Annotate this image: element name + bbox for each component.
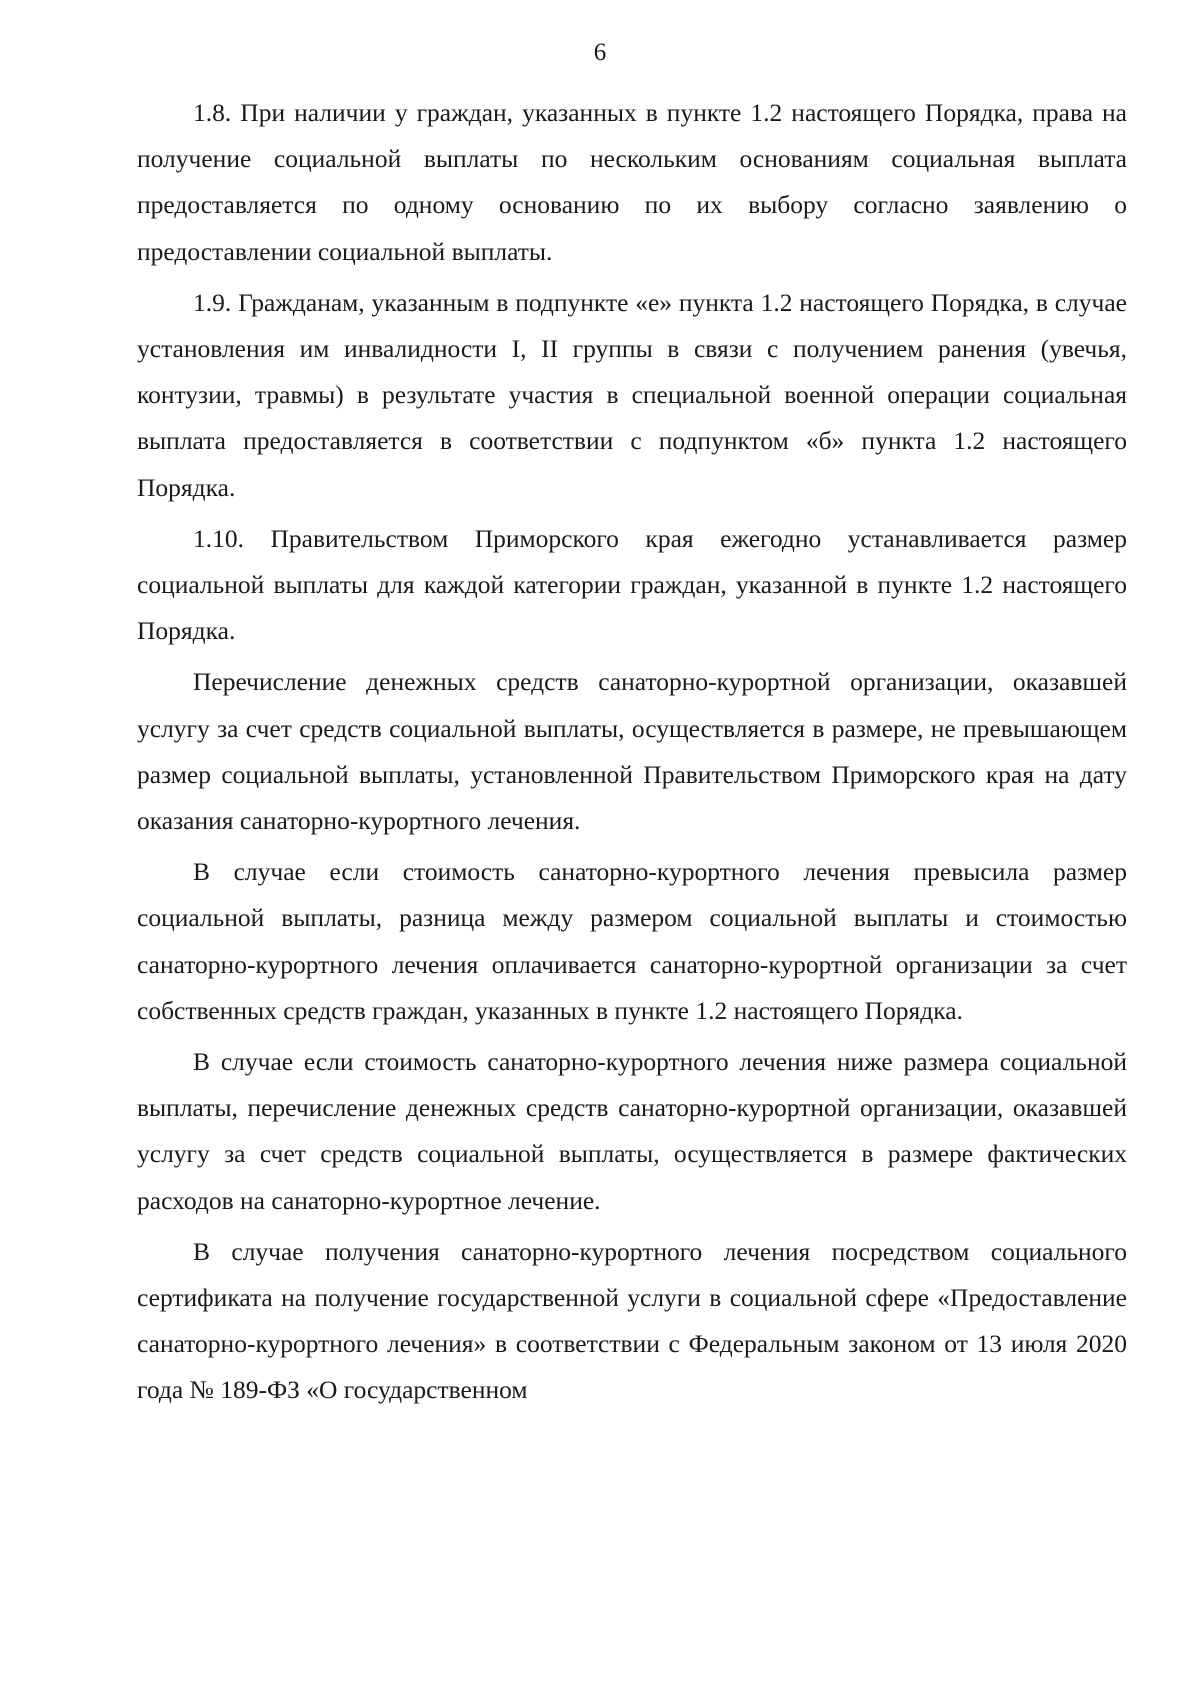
document-body: [137, 90, 1127, 1414]
paragraph-cost-below: В случае если стоимость санаторно-курортного лечения ниже размера социальной выплаты, перечисление денежных средств санаторно-курортной организации, оказавшей услугу за счет средств социальной выплаты, осуществляется в размере фактических расходов на санаторно-курортное лечение.: [137, 1047, 1127, 1215]
paragraph-social-certificate: В случае получения санаторно-курортного лечения посредством социального сертификата на получение государственной услуги в социальной сфере «Предоставление санаторно-курортного лечения» в соответствии с Федеральным законом от 13 июля 2020 года № 189-ФЗ «О государственном: [137, 1236, 1127, 1405]
page-number: 6: [593, 39, 607, 66]
paragraph-transfer-funds: Перечисление денежных средств санаторно-курортной организации, оказавшей услугу за счет средств социальной выплаты, осуществляется в размере, не превышающем размер социальной выплаты, установленной Правительством Приморского края на дату оказания санаторно-курортного лечения.: [137, 667, 1127, 836]
paragraph-1-8: 1.8. При наличии у граждан, указанных в пункте 1.2 настоящего Порядка, права на получение социальной выплаты по нескольким основаниям социальная выплата предоставляется по одному основанию по их выбору согласно заявлению о предоставлении социальной выплаты.: [137, 98, 1127, 266]
paragraph-1-9: 1.9. Гражданам, указанным в подпункте «е» пункта 1.2 настоящего Порядка, в случае установления им инвалидности I, II группы в связи с получением ранения (увечья, контузии, травмы) в результате участия в специальной военной операции социальная выплата предоставляется в соответствии с подпунктом «б» пункта 1.2 настоящего Порядка.: [137, 287, 1127, 502]
paragraph-1-10: 1.10. Правительством Приморского края ежегодно устанавливается размер социальной выплаты для каждой категории граждан, указанной в пункте 1.2 настоящего Порядка.: [137, 523, 1127, 646]
paragraph-cost-exceeds: В случае если стоимость санаторно-курортного лечения превысила размер социальной выплаты, разница между размером социальной выплаты и стоимостью санаторно-курортного лечения оплачивается санаторно-курортной организации за счет собственных средств граждан, указанных в пункте 1.2 настоящего Порядка.: [137, 857, 1127, 1025]
